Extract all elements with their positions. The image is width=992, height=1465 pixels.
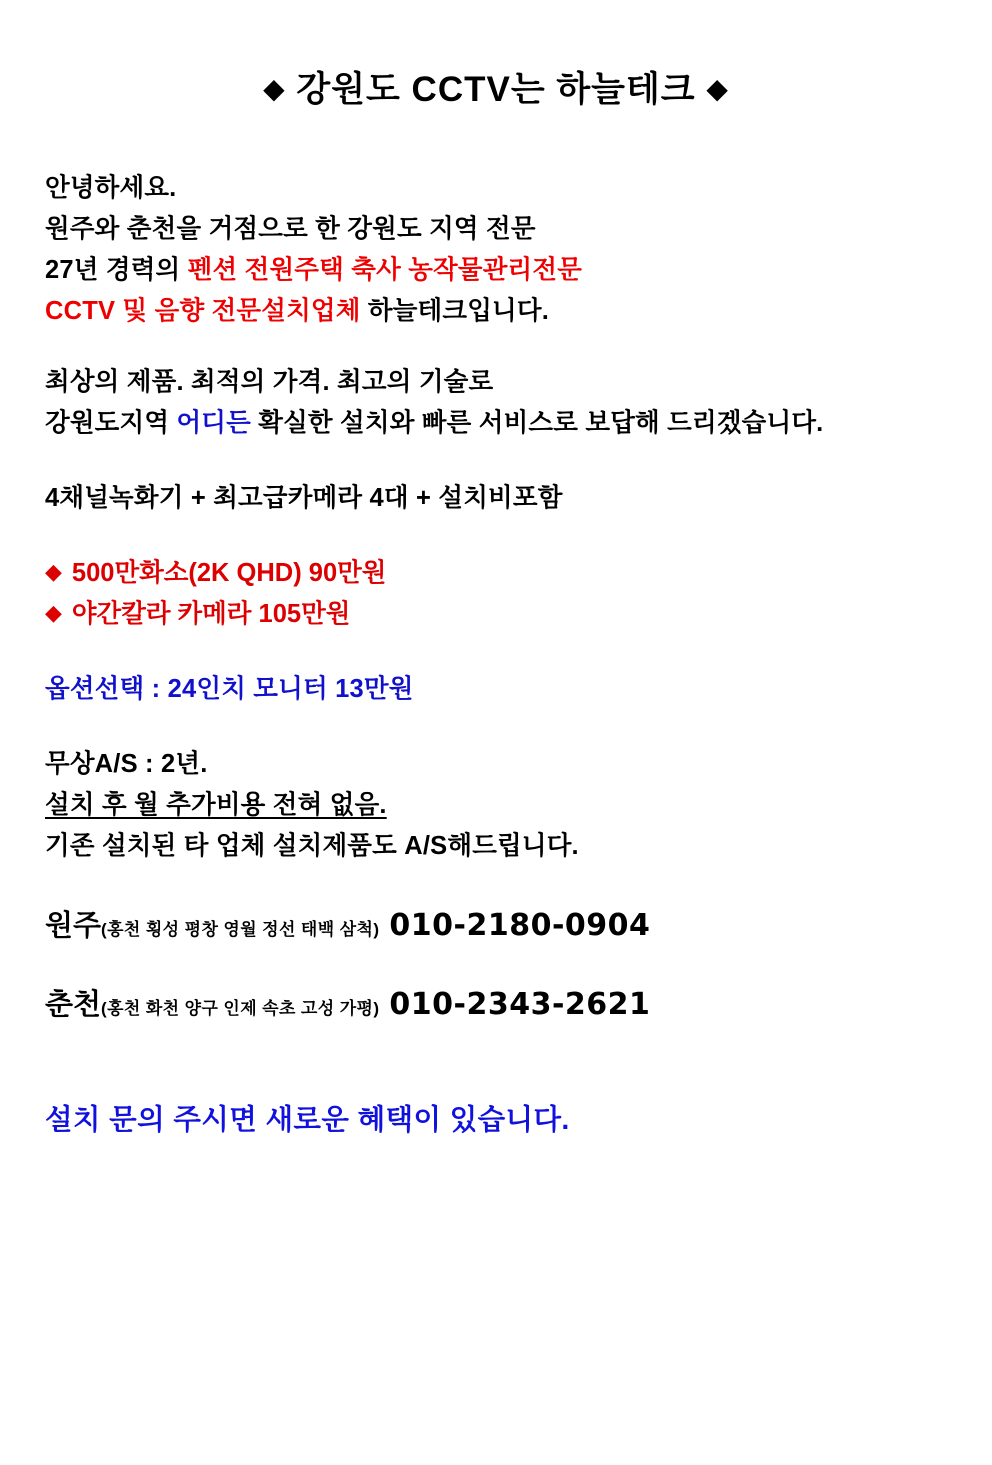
price-item-1 (45, 553, 992, 594)
slogan-line-2-suffix: 확실한 설치와 빠른 서비스로 보답해 드리겠습니다. (250, 409, 824, 437)
warranty-line-2 (45, 785, 992, 826)
closing-message: 설치 문의 주시면 새로운 혜택이 있습니다. (45, 1104, 570, 1136)
advertisement-page (0, 62, 992, 1465)
warranty-line-3: 기존 설치된 타 업체 설치제품도 A/S해드립니다. (45, 832, 579, 860)
contact-regions-label: (홍천 화천 양구 인제 속초 고성 가평) (101, 999, 380, 1018)
title-right-diamond-icon: ◆ (706, 73, 729, 104)
title-text: 강원도 CCTV는 하늘테크 (296, 70, 696, 109)
contact-phone-number[interactable]: 010-2343-2621 (389, 987, 651, 1022)
slogan-line-2-prefix: 강원도지역 (45, 409, 177, 437)
intro-line-3 (45, 250, 992, 291)
contact-regions-label: (홍천 횡성 평창 영월 정선 태백 삼척) (101, 920, 380, 939)
spacer-3 (45, 519, 992, 553)
intro-line-3-prefix: 27년 경력의 (45, 256, 188, 284)
title-left-diamond-icon: ◆ (263, 73, 286, 104)
page-title (0, 62, 992, 112)
price-item-2 (45, 594, 992, 635)
spacer-4 (45, 635, 992, 669)
body-content (45, 168, 992, 1138)
intro-line-4 (45, 291, 992, 332)
warranty-line-1: 무상A/S : 2년. (45, 750, 208, 778)
package-line: 4채널녹화기 + 최고급카메라 4대 + 설치비포함 (45, 484, 563, 512)
contact-city-label: 춘천 (45, 989, 102, 1021)
contact-city-label: 원주 (45, 910, 102, 942)
intro-line-3-highlight: 펜션 전원주택 축사 농작물관리전문 (187, 256, 583, 284)
price-item-2-text: 야간칼라 카메라 105만원 (71, 600, 351, 628)
spacer-2 (45, 444, 992, 478)
spacer-9 (45, 1067, 992, 1097)
contact-chuncheon (45, 982, 992, 1033)
slogan-line-2 (45, 403, 992, 444)
spacer-1 (45, 332, 992, 362)
spacer-5 (45, 710, 992, 744)
intro-line-2: 원주와 춘천을 거점으로 한 강원도 지역 전문 (45, 215, 536, 243)
intro-line-4-highlight: CCTV 및 음향 전문설치업체 (45, 297, 361, 325)
slogan-line-1: 최상의 제품. 최적의 가격. 최고의 기술로 (45, 368, 494, 396)
intro-line-4-suffix: 하늘테크입니다. (360, 297, 549, 325)
diamond-bullet-icon: ◆ (45, 559, 62, 584)
price-item-1-text: 500만화소(2K QHD) 90만원 (71, 559, 387, 587)
slogan-line-2-highlight: 어디든 (176, 409, 251, 437)
option-line: 옵션선택 : 24인치 모니터 13만원 (45, 675, 414, 703)
diamond-bullet-icon: ◆ (45, 600, 62, 625)
warranty-line-2-text: 설치 후 월 추가비용 전혀 없음. (45, 791, 387, 819)
spacer-7 (45, 954, 992, 976)
spacer-8 (45, 1033, 992, 1067)
intro-line-1: 안녕하세요. (45, 174, 177, 202)
contact-wonju (45, 903, 992, 954)
spacer-6 (45, 867, 992, 897)
contact-phone-number[interactable]: 010-2180-0904 (389, 908, 651, 943)
